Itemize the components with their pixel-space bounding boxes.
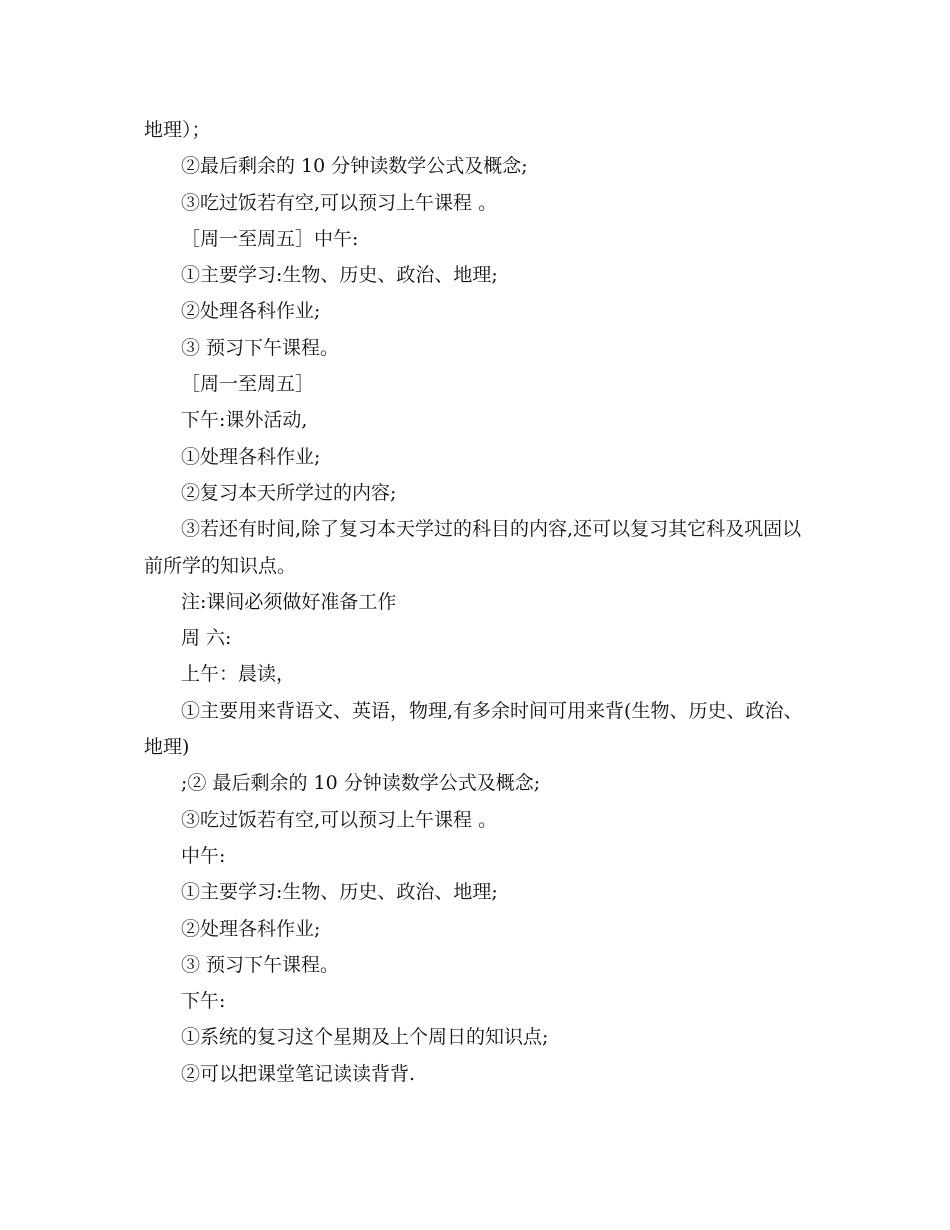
- text-line: 前所学的知识点。: [144, 554, 297, 577]
- text-line: ②复习本天所学过的内容;: [181, 481, 397, 504]
- text-line: ②可以把课堂笔记读读背背.: [181, 1062, 416, 1085]
- text-line: ［周一至周五］中午:: [181, 227, 359, 250]
- text-line: ①主要学习:生物、历史、政治、地理;: [181, 264, 498, 287]
- text-line: ②处理各科作业;: [181, 300, 321, 323]
- text-line: 上午：晨读，: [181, 663, 296, 686]
- text-line: 地理）；: [144, 119, 211, 141]
- text-line: ③ 预习下午课程。: [181, 953, 340, 976]
- text-line: 中午:: [181, 844, 226, 867]
- text-line: 周 六:: [181, 627, 232, 650]
- text-line: ①主要学习:生物、历史、政治、地理;: [181, 881, 498, 904]
- document-body: [144, 112, 804, 1092]
- text-line: ③ 预习下午课程。: [181, 336, 340, 359]
- text-line: ①系统的复习这个星期及上个周日的知识点;: [181, 1026, 549, 1049]
- text-line: ③吃过饭若有空,可以预习上午课程 。: [181, 808, 498, 831]
- text-line: 下午:: [181, 990, 226, 1013]
- text-line: 下午:课外活动,: [181, 409, 308, 432]
- text-line: 地理): [144, 736, 190, 759]
- text-line: ③吃过饭若有空,可以预习上午课程 。: [181, 191, 498, 214]
- text-line: ;② 最后剩余的 10 分钟读数学公式及概念;: [181, 772, 541, 795]
- text-line: ①主要用来背语文、英语，物理,有多余时间可用来背(生物、历史、政治、: [181, 699, 803, 722]
- text-line: ②处理各科作业;: [181, 917, 321, 940]
- text-line: 注:课间必须做好准备工作: [181, 590, 397, 613]
- text-line: ②最后剩余的 10 分钟读数学公式及概念;: [181, 155, 528, 178]
- text-line: ③若还有时间,除了复习本天学过的科目的内容,还可以复习其它科及巩固以: [181, 518, 802, 541]
- text-line: ［周一至周五］: [181, 373, 315, 396]
- text-line: ①处理各科作业;: [181, 445, 321, 468]
